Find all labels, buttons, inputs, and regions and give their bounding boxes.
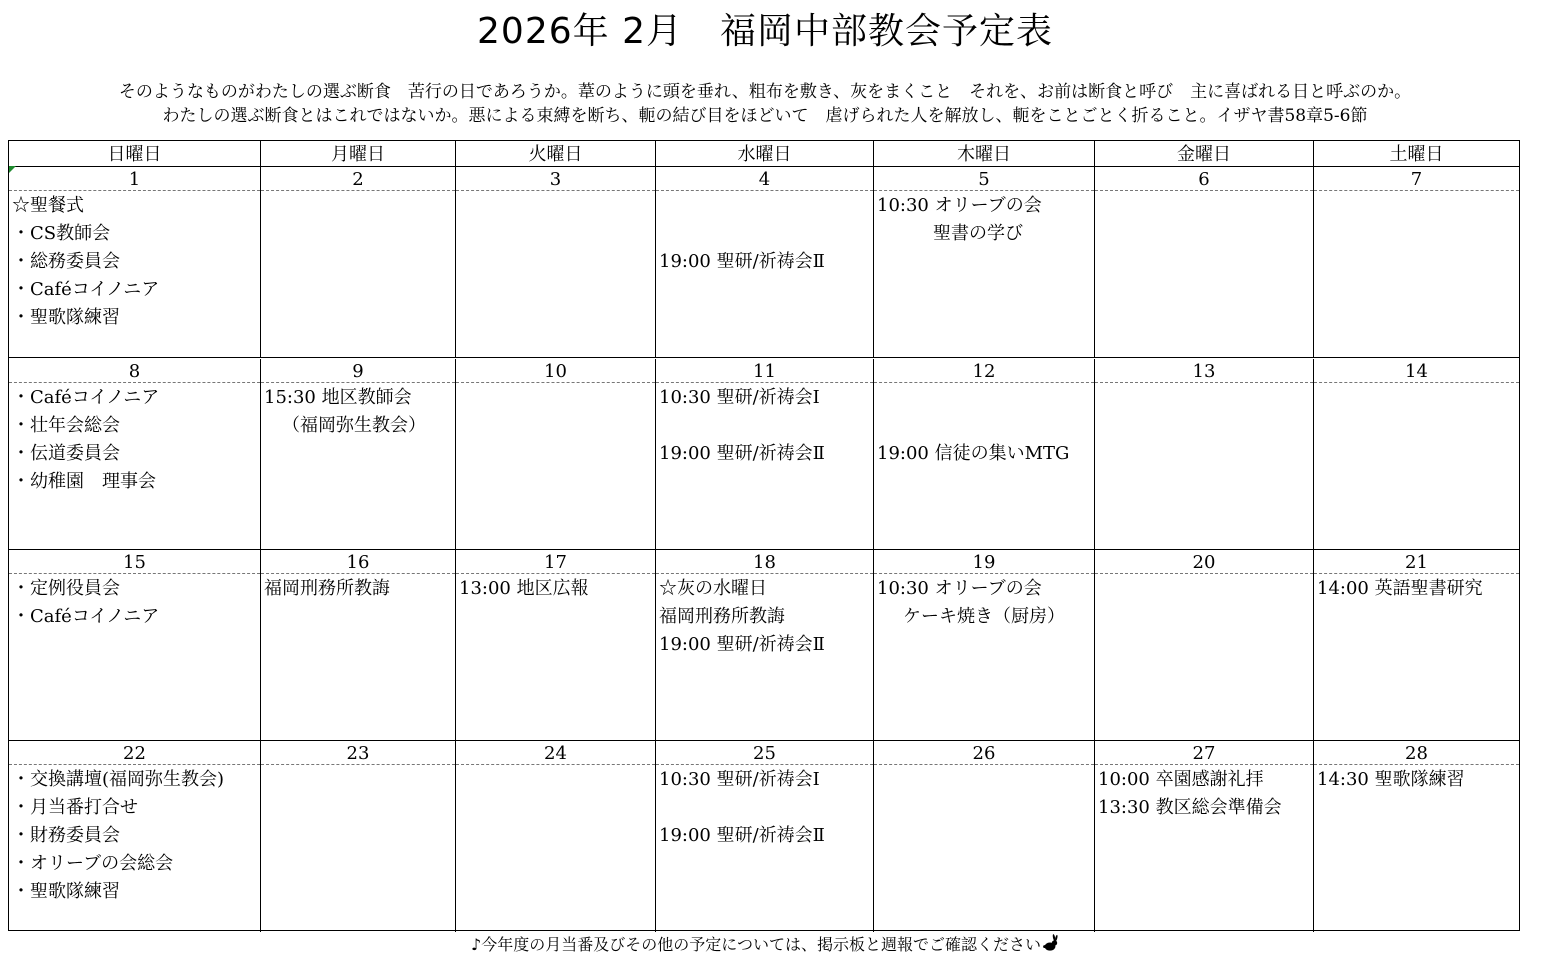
event-list <box>261 191 455 192</box>
day-number: 9 <box>261 359 455 383</box>
event-item: ・聖歌隊練習 <box>12 307 120 328</box>
event-item: 15:30 地区教師会 <box>264 387 412 408</box>
day-number: 18 <box>656 550 873 574</box>
music-note-icon: ♪ <box>471 935 482 954</box>
day-cell <box>1095 741 1314 932</box>
event-item: ・聖歌隊練習 <box>12 881 120 902</box>
event-list <box>656 765 873 850</box>
event-list <box>656 574 873 659</box>
day-cell <box>456 359 656 549</box>
day-number: 20 <box>1095 550 1313 574</box>
weekday-header-4: 木曜日 <box>874 141 1095 167</box>
day-number: 7 <box>1314 167 1519 191</box>
day-number: 10 <box>456 359 655 383</box>
day-number: 19 <box>874 550 1094 574</box>
event-item: ケーキ焼き（厨房） <box>903 606 1065 627</box>
day-cell <box>874 741 1095 932</box>
day-cell <box>1095 167 1314 357</box>
event-list <box>1095 574 1313 575</box>
event-list <box>874 383 1094 468</box>
day-number: 4 <box>656 167 873 191</box>
day-number: 26 <box>874 741 1094 765</box>
event-list <box>1095 765 1313 822</box>
day-number: 3 <box>456 167 655 191</box>
day-cell <box>874 167 1095 357</box>
weekday-header-0: 日曜日 <box>9 141 261 167</box>
week-row <box>9 550 1519 741</box>
event-list <box>1314 191 1519 192</box>
day-cell <box>1314 359 1519 549</box>
event-list <box>874 574 1094 631</box>
day-number: 1 <box>9 167 260 191</box>
event-item: ・交換講壇(福岡弥生教会) <box>12 769 225 790</box>
event-list <box>1314 383 1519 384</box>
event-item <box>877 412 1094 440</box>
day-cell <box>261 359 456 549</box>
footer-text: 今年度の月当番及びその他の予定については、掲示板と週報でご確認ください <box>481 935 1041 954</box>
calendar-table <box>8 140 1520 931</box>
event-list <box>456 191 655 192</box>
event-item: 13:00 地区広報 <box>459 578 589 599</box>
day-cell <box>656 550 874 740</box>
verse-line-2: わたしの選ぶ断食とはこれではないか。悪による束縛を断ち、軛の結び目をほどいて 虐げられた人を解放し、軛をことごとく折ること。イザヤ書58章5-6節 <box>162 106 1368 126</box>
event-item: 福岡刑務所教誨 <box>264 578 390 599</box>
event-list <box>261 383 455 440</box>
event-item: 19:00 聖研/祈祷会Ⅱ <box>659 634 825 655</box>
event-item: ・Caféコイノニア <box>12 606 160 627</box>
event-item: ・伝道委員会 <box>12 443 120 464</box>
day-cell <box>9 359 261 549</box>
event-list <box>456 574 655 603</box>
event-item: ・総務委員会 <box>12 251 120 272</box>
event-item <box>877 384 1094 412</box>
day-number: 12 <box>874 359 1094 383</box>
week-row <box>9 359 1519 550</box>
event-item: ・Caféコイノニア <box>12 387 160 408</box>
day-number: 25 <box>656 741 873 765</box>
day-cell <box>1314 550 1519 740</box>
event-list <box>9 765 260 906</box>
day-number: 14 <box>1314 359 1519 383</box>
weekday-header-3: 水曜日 <box>656 141 874 167</box>
event-item: ・月当番打合せ <box>12 797 138 818</box>
event-item: 19:00 聖研/祈祷会Ⅱ <box>659 443 825 464</box>
day-cell <box>9 550 261 740</box>
event-item: 14:00 英語聖書研究 <box>1317 578 1483 599</box>
day-cell <box>261 550 456 740</box>
weekday-header-6: 土曜日 <box>1389 144 1444 165</box>
weekday-header-2: 火曜日 <box>456 141 656 167</box>
event-item: ☆聖餐式 <box>12 195 84 216</box>
event-list <box>656 383 873 468</box>
day-cell <box>9 167 261 357</box>
event-list <box>1095 383 1313 384</box>
day-cell <box>456 167 656 357</box>
event-item: ・オリーブの会総会 <box>12 853 174 874</box>
event-list <box>456 765 655 766</box>
day-cell <box>1314 741 1519 932</box>
day-number: 21 <box>1314 550 1519 574</box>
day-number: 27 <box>1095 741 1313 765</box>
event-item: ・壮年会総会 <box>12 415 120 436</box>
footer-note <box>0 933 1530 957</box>
event-item <box>659 794 873 822</box>
weekday-header-row <box>9 141 1519 167</box>
event-item: ・財務委員会 <box>12 825 120 846</box>
event-list <box>261 574 455 603</box>
event-item: 19:00 信徒の集いMTG <box>877 443 1070 464</box>
day-number: 24 <box>456 741 655 765</box>
event-item: ・Caféコイノニア <box>12 279 160 300</box>
day-cell <box>261 741 456 932</box>
event-list <box>874 765 1094 766</box>
event-list <box>874 191 1094 248</box>
day-cell <box>656 359 874 549</box>
day-cell <box>656 741 874 932</box>
day-cell <box>1314 167 1519 357</box>
weekday-header-1: 月曜日 <box>261 141 456 167</box>
weekday-header-5: 金曜日 <box>1095 141 1314 167</box>
day-cell <box>1095 359 1314 549</box>
event-list <box>656 191 873 276</box>
event-item: ・定例役員会 <box>12 578 120 599</box>
event-item: ☆灰の水曜日 <box>659 578 767 599</box>
day-cell <box>874 359 1095 549</box>
day-number: 17 <box>456 550 655 574</box>
day-number: 16 <box>261 550 455 574</box>
event-list <box>9 383 260 496</box>
event-list <box>9 191 260 332</box>
day-cell <box>261 167 456 357</box>
event-list <box>456 383 655 384</box>
event-list <box>9 574 260 631</box>
day-number: 11 <box>656 359 873 383</box>
event-item <box>659 412 873 440</box>
day-cell <box>456 550 656 740</box>
event-list <box>1095 191 1313 192</box>
day-number: 6 <box>1095 167 1313 191</box>
event-item: 10:30 聖研/祈祷会Ⅰ <box>659 769 820 790</box>
event-item: 聖書の学び <box>933 223 1023 244</box>
day-number: 8 <box>9 359 260 383</box>
day-number: 22 <box>9 741 260 765</box>
event-item: 10:30 オリーブの会 <box>877 195 1042 216</box>
event-item: 10:00 卒園感謝礼拝 <box>1098 769 1264 790</box>
day-number: 13 <box>1095 359 1313 383</box>
event-item <box>659 220 873 248</box>
event-item: （福岡弥生教会） <box>282 415 426 436</box>
day-cell <box>456 741 656 932</box>
day-number: 2 <box>261 167 455 191</box>
event-item: ・CS教師会 <box>12 223 111 244</box>
day-cell <box>656 167 874 357</box>
page-title: 2026年 2月 福岡中部教会予定表 <box>477 11 1053 52</box>
event-list <box>1314 574 1519 603</box>
day-number: 15 <box>9 550 260 574</box>
event-item: 13:30 教区総会準備会 <box>1098 797 1282 818</box>
event-list <box>261 765 455 766</box>
day-cell <box>874 550 1095 740</box>
event-item: 10:30 聖研/祈祷会Ⅰ <box>659 387 820 408</box>
event-item: 19:00 聖研/祈祷会Ⅱ <box>659 251 825 272</box>
event-item <box>659 192 873 220</box>
event-item: 19:00 聖研/祈祷会Ⅱ <box>659 825 825 846</box>
event-list <box>1314 765 1519 794</box>
event-item: ・幼稚園 理事会 <box>12 471 156 492</box>
rabbit-icon <box>1041 934 1059 952</box>
day-cell <box>1095 550 1314 740</box>
event-item: 14:30 聖歌隊練習 <box>1317 769 1465 790</box>
day-number: 5 <box>874 167 1094 191</box>
day-cell <box>9 741 261 932</box>
day-number: 23 <box>261 741 455 765</box>
week-row <box>9 741 1519 932</box>
week-row <box>9 167 1519 358</box>
verse-line-1: そのようなものがわたしの選ぶ断食 苦行の日であろうか。葦のように頭を垂れ、粗布を敷き、灰をまくこと それを、お前は断食と呼び 主に喜ばれる日と呼ぶのか。 <box>118 82 1412 102</box>
event-item: 10:30 オリーブの会 <box>877 578 1042 599</box>
event-item: 福岡刑務所教誨 <box>659 606 785 627</box>
day-number: 28 <box>1314 741 1519 765</box>
